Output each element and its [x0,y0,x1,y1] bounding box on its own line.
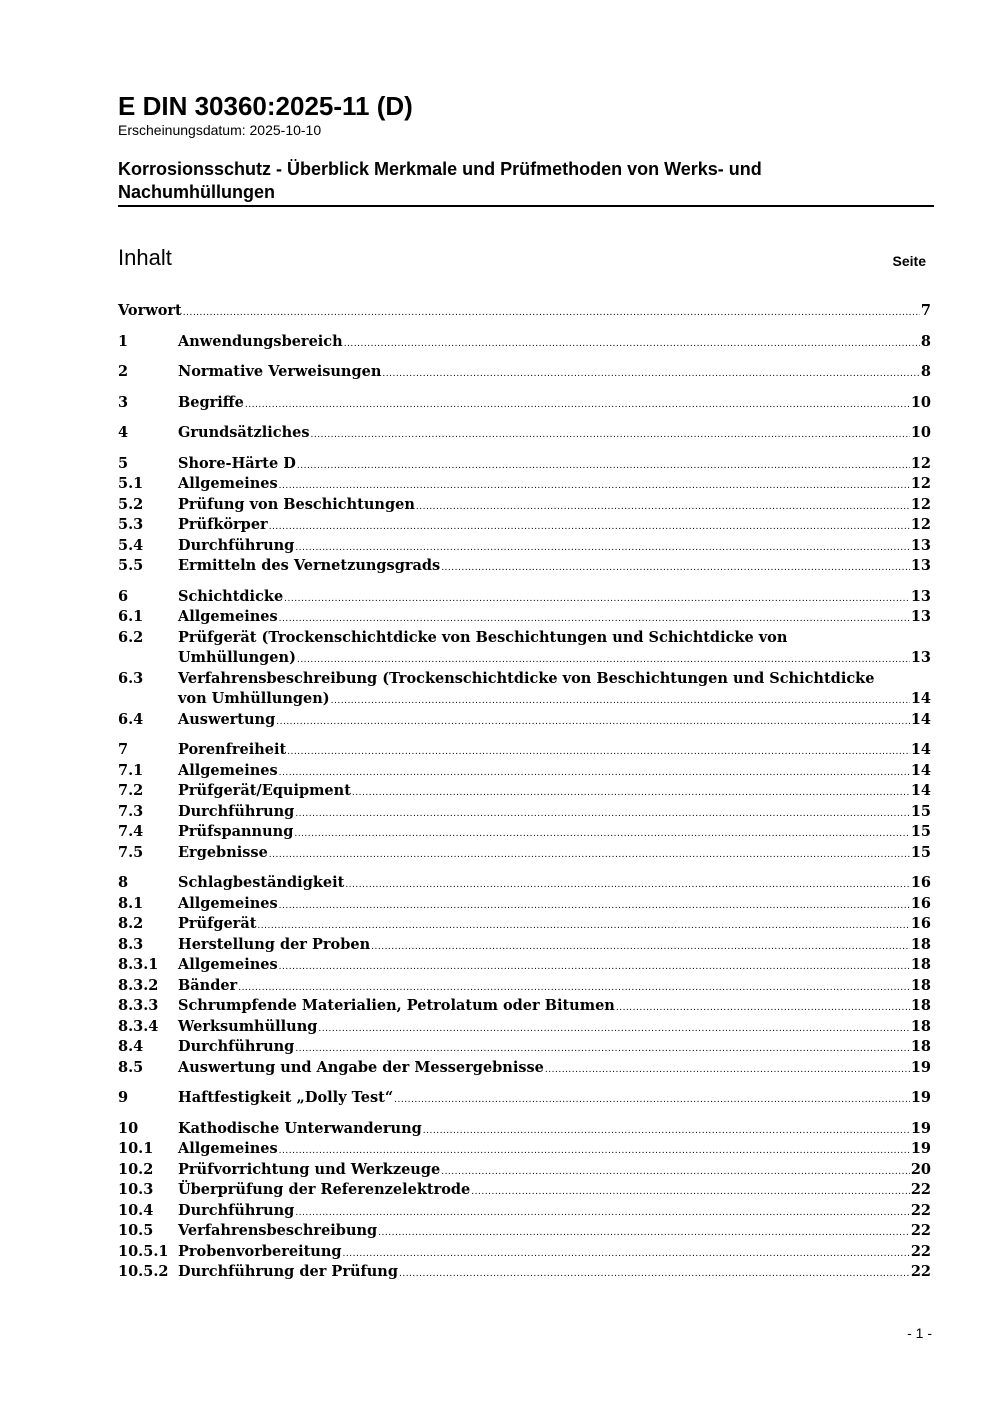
toc-leader [295,804,910,825]
toc-leader [441,1162,910,1183]
toc-entry-title: Kathodische Unterwanderung [178,1119,422,1137]
toc-entry-title: Überprüfung der Referenzelektrode [178,1181,471,1198]
toc-entry-number: 5.5 [118,557,144,574]
toc-leader [352,783,910,804]
toc-entry-page: 18 [910,1038,931,1055]
toc-entry-title: Prüfgerät [178,915,257,932]
toc-entry-page: 18 [910,1017,931,1035]
toc-entry[interactable] [118,393,931,414]
toc-entry-page: 13 [910,649,931,666]
toc-entry[interactable] [118,474,931,495]
toc-entry[interactable] [118,423,931,444]
toc-entry-page: 14 [910,690,931,707]
toc-entry-number: 8.5 [118,1058,144,1076]
toc-entry[interactable] [118,1119,931,1140]
toc-entry[interactable] [118,1058,931,1079]
toc-entry[interactable] [118,894,931,915]
toc-entry-page: 14 [910,741,931,758]
toc-entry-page: 18 [910,935,931,953]
toc-entry[interactable] [118,802,931,823]
toc-entry[interactable] [118,1201,931,1222]
toc-entry[interactable] [118,301,931,322]
toc-entry-page: 8 [920,332,931,350]
toc-entry-page: 19 [910,1140,931,1157]
page-number: - 1 - [907,1325,932,1341]
toc-entry[interactable] [118,1139,931,1160]
toc-entry-number: 6 [118,587,129,605]
toc-entry-title: Durchführung [178,1201,295,1219]
toc-entry-title: Auswertung und Angabe der Messergebnisse [178,1058,544,1076]
toc-leader [295,1039,910,1060]
toc-entry[interactable] [118,873,931,894]
toc-entry[interactable] [118,495,931,516]
toc-entry[interactable] [118,1088,931,1109]
toc-entry-title: Herstellung der Proben [178,935,371,953]
toc-entry-page: 10 [910,424,931,441]
toc-entry-number: 5.4 [118,536,144,554]
toc-entry-number: 8.2 [118,915,144,932]
toc-entry-title: Haftfestigkeit „Dolly Test“ [178,1089,394,1106]
toc-entry-page: 14 [910,782,931,799]
toc-leader [245,395,910,416]
toc-entry-number: 8.3.2 [118,976,159,994]
toc-entry-number: 8.3 [118,935,144,953]
toc-entry-number: 10.4 [118,1201,154,1219]
toc-entry-page: 19 [910,1089,931,1106]
toc-entry[interactable] [118,362,931,383]
toc-leader [378,1223,910,1244]
toc-entry-title: Prüfgerät (Trockenschichtdicke von Beschichtungen und Schichtdicke von [178,628,788,646]
toc-entry-title: Auswertung [178,710,276,728]
toc-entry-number: 10.5.2 [118,1263,169,1280]
toc-entry[interactable] [118,1160,931,1181]
toc-leader [616,998,910,1019]
toc-leader [343,1244,910,1265]
toc-leader [295,538,910,559]
toc-entry-number: 9 [118,1089,129,1106]
toc-entry-title: Durchführung [178,802,295,820]
toc-leader [344,334,920,355]
toc-entry[interactable] [118,976,931,997]
toc-entry-page: 8 [920,363,931,380]
toc-entry-number: 5.2 [118,495,144,513]
toc-entry-title: Anwendungsbereich [178,332,343,350]
toc-entry-page: 12 [910,454,931,472]
toc-entry-page: 10 [910,393,931,411]
toc-entry-page: 14 [910,710,931,728]
toc-entry-page: 13 [910,587,931,605]
toc-entry-number: 7.5 [118,843,144,861]
toc-entry-number: 5 [118,454,129,472]
toc-entry-number: 2 [118,363,129,380]
toc-entry[interactable] [118,628,931,669]
toc-entry[interactable] [118,822,931,843]
toc-entry-page: 13 [910,608,931,625]
toc-entry-page: 15 [910,823,931,840]
toc-entry-page: 16 [910,874,931,891]
toc-entry-page: 19 [910,1119,931,1137]
toc-heading: Inhalt [118,245,172,270]
toc-leader [545,1060,910,1081]
toc-entry-number: 1 [118,332,129,350]
toc-leader [279,763,910,784]
toc-entry[interactable] [118,740,931,761]
toc-entry-title: Prüfung von Beschichtungen [178,495,415,513]
toc-leader [399,1264,910,1285]
toc-entry[interactable] [118,332,931,353]
toc-leader [294,824,909,845]
toc-entry[interactable] [118,669,931,710]
toc-entry-title: Prüfgerät/Equipment [178,782,351,799]
toc-leader [279,1141,910,1162]
toc-entry[interactable] [118,935,931,956]
toc-leader [295,1203,910,1224]
toc-entry-page: 12 [910,516,931,533]
toc-entry[interactable] [118,710,931,731]
toc-entry-number: 6.2 [118,628,144,646]
toc-entry-number: 8.4 [118,1038,144,1055]
toc-entry-title: Allgemeines [178,956,278,973]
toc-entry-title: Ergebnisse [178,843,268,861]
toc-entry-number: 6.1 [118,608,144,625]
toc-leader [371,937,910,958]
toc-leader [279,957,910,978]
toc-entry-title: Schrumpfende Materialien, Petrolatum oder Bitumen [178,997,615,1014]
toc-leader [382,364,920,385]
toc-entry-page: 22 [910,1201,931,1219]
toc-leader [441,558,910,579]
toc-entry-title: Shore-Härte D [178,454,296,472]
toc-entry-title: Porenfreiheit [178,741,287,758]
toc-entry-number: 7.4 [118,823,144,840]
toc-leader [279,609,910,630]
toc-entry-number: 8 [118,874,129,891]
toc-entry-page: 19 [910,1058,931,1076]
toc-entry-number: 6.3 [118,669,144,687]
toc-entry[interactable] [118,587,931,608]
title-divider [118,205,934,207]
document-id: E DIN 30360:2025-11 (D) [118,91,413,121]
toc-leader [471,1182,910,1203]
toc-leader [394,1090,910,1111]
toc-leader [287,742,910,763]
toc-leader [331,691,910,712]
toc-leader [311,425,910,446]
toc-entry-title: Durchführung [178,536,295,554]
toc-entry-title: Ermitteln des Vernetzungsgrads [178,557,441,574]
toc-entry-number: 8.3.4 [118,1017,159,1035]
toc-entry-title: Prüfkörper [178,516,268,533]
toc-entry[interactable] [118,607,931,628]
toc-entry-page: 18 [910,997,931,1014]
toc-leader [269,517,910,538]
toc-entry-number: 7.2 [118,782,144,799]
toc-entry-page: 15 [910,843,931,861]
document-title: Korrosionsschutz - Überblick Merkmale und Prüfmethoden von Werks- und Nachumhüllungen [118,159,762,202]
toc-entry-number: 6.4 [118,710,144,728]
toc-entry[interactable] [118,515,931,536]
toc-entry-number: 10.5.1 [118,1242,169,1260]
publication-date: Erscheinungsdatum: 2025-10-10 [118,122,322,138]
toc-entry-title: Verfahrensbeschreibung [178,1222,378,1239]
toc-entry-number: 5.1 [118,475,144,492]
toc-entry-number: 8.3.1 [118,956,159,973]
toc-entry[interactable] [118,1180,931,1201]
toc-entry-page: 16 [910,915,931,932]
toc-entry-title: Prüfspannung [178,823,294,840]
toc-entry[interactable] [118,1262,931,1283]
toc-entry[interactable] [118,1037,931,1058]
toc-entry[interactable] [118,1017,931,1038]
toc-entry-number: 7 [118,741,129,758]
toc-entry[interactable] [118,1221,931,1242]
toc-leader [257,916,909,937]
toc-entry-title: Allgemeines [178,1140,278,1157]
toc-leader [279,896,910,917]
toc-leader [297,650,910,671]
toc-leader [269,845,910,866]
toc-entry[interactable] [118,843,931,864]
toc-entry-title-continued: von Umhüllungen) [178,690,330,707]
toc-entry-number: 10.2 [118,1160,154,1178]
toc-page-column-label: Seite [892,253,926,269]
toc-entry-number: 4 [118,424,129,441]
toc-entry-number: 3 [118,393,129,411]
toc-entry-number: 10.1 [118,1140,154,1157]
toc-entry-page: 12 [910,495,931,513]
toc-entry-title: Verfahrensbeschreibung (Trockenschichtdicke von Beschichtungen und Schichtdicke [178,669,875,687]
toc-leader [423,1121,910,1142]
toc-entry-title: Normative Verweisungen [178,363,382,380]
toc-entry-number: 7.1 [118,761,144,779]
toc-leader [279,476,910,497]
table-of-contents [118,301,931,1283]
toc-entry[interactable] [118,914,931,935]
toc-entry-number: 10.3 [118,1181,154,1198]
toc-leader [284,589,910,610]
toc-entry-title: Durchführung der Prüfung [178,1263,398,1280]
toc-entry-title: Schichtdicke [178,587,284,605]
toc-entry-number: 5.3 [118,516,144,533]
toc-entry-title: Allgemeines [178,475,278,492]
toc-entry-title: Vorwort [118,302,182,319]
toc-leader [276,712,910,733]
toc-entry-page: 22 [910,1181,931,1198]
toc-entry-page: 22 [910,1242,931,1260]
toc-entry[interactable] [118,996,931,1017]
toc-entry-title-continued: Umhüllungen) [178,649,296,666]
toc-entry-number: 7.3 [118,802,144,820]
toc-entry-number: 8.1 [118,894,144,912]
toc-entry-title: Allgemeines [178,894,278,912]
toc-leader [416,497,910,518]
toc-entry-page: 18 [910,956,931,973]
toc-entry[interactable] [118,1242,931,1263]
toc-entry-page: 14 [910,761,931,779]
toc-entry[interactable] [118,955,931,976]
toc-entry-number: 10 [118,1119,139,1137]
toc-entry-page: 22 [910,1263,931,1280]
toc-entry[interactable] [118,454,931,475]
toc-entry-page: 20 [910,1160,931,1178]
toc-leader [183,303,920,324]
toc-leader [345,875,910,896]
toc-leader [318,1019,909,1040]
toc-entry-page: 22 [910,1222,931,1239]
toc-entry-title: Prüfvorrichtung und Werkzeuge [178,1160,441,1178]
toc-entry-title: Durchführung [178,1038,295,1055]
toc-entry-page: 16 [910,894,931,912]
toc-entry-title: Bänder [178,976,238,994]
toc-entry-number: 10.5 [118,1222,154,1239]
toc-entry-page: 18 [910,976,931,994]
toc-entry[interactable] [118,536,931,557]
toc-entry-page: 13 [910,557,931,574]
toc-leader [297,456,910,477]
toc-entry-page: 15 [910,802,931,820]
toc-leader [238,978,910,999]
toc-entry-page: 12 [910,475,931,492]
toc-entry-title: Schlagbeständigkeit [178,874,345,891]
toc-entry[interactable] [118,781,931,802]
toc-entry[interactable] [118,556,931,577]
toc-entry-page: 13 [910,536,931,554]
toc-entry-number: 8.3.3 [118,997,159,1014]
toc-entry-page: 7 [920,302,931,319]
toc-entry[interactable] [118,761,931,782]
toc-entry-title: Allgemeines [178,761,278,779]
toc-entry-title: Werksumhüllung [178,1017,318,1035]
toc-entry-title: Allgemeines [178,608,278,625]
toc-entry-title: Begriffe [178,393,244,411]
toc-entry-title: Probenvorbereitung [178,1242,342,1260]
toc-entry-title: Grundsätzliches [178,424,310,441]
